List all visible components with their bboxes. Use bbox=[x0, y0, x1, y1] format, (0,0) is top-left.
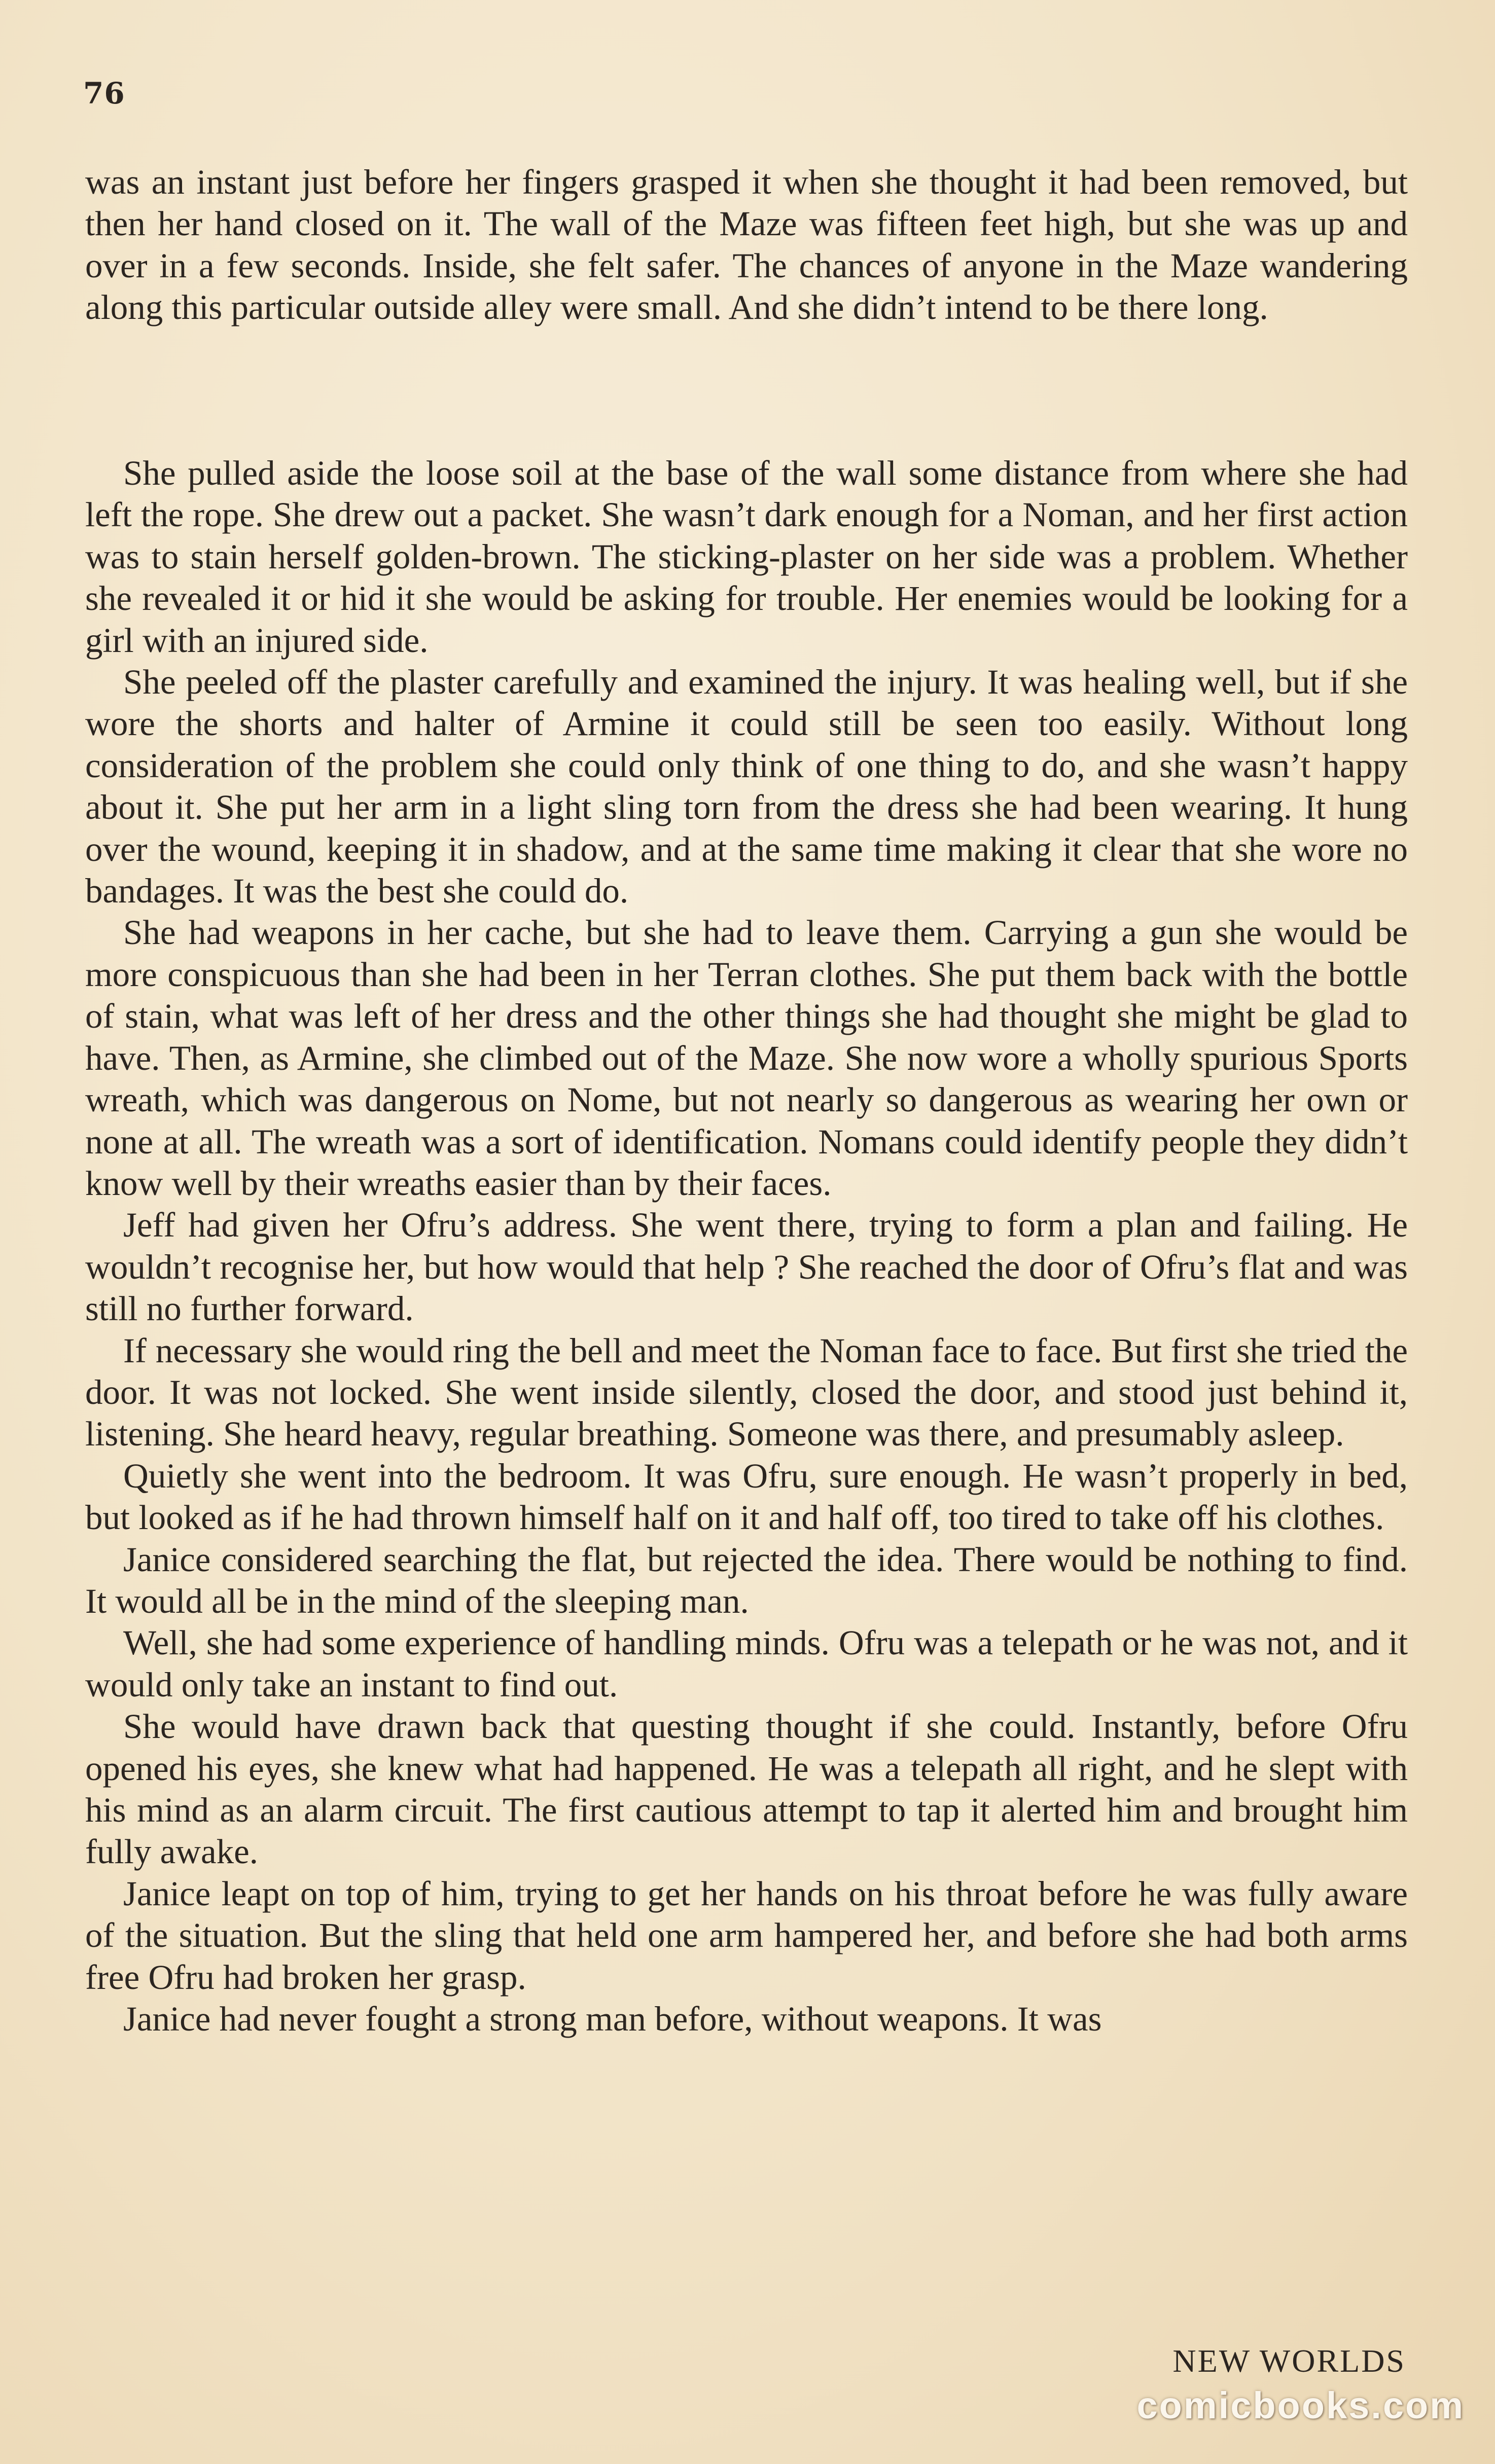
paragraph: She pulled aside the loose soil at the base of the wall some distance from where she had left the rope. She drew out a packet. She wasn’t dark enough for a Noman, and her first action was to stain herself golden-brown. The sticking-plaster on her side was a problem. Whether she revealed it or hid it she would be asking for trouble. Her enemies would be looking for a girl with an injured side. bbox=[85, 454, 1408, 660]
paragraph: She would have drawn back that questing thought if she could. Instantly, before Ofru opened his eyes, she knew what had happened. He was a telepath all right, and he slept with his mind as an alarm circuit. The first cautious attempt to tap it alerted him and brought him fully awake. bbox=[85, 1707, 1408, 1871]
paragraph: Janice leapt on top of him, trying to get her hands on his throat before he was fully aware of the situation. But the sling that held one arm hampered her, and before she had both arms free Ofru had broken her grasp. bbox=[85, 1874, 1408, 1997]
paragraph: She had weapons in her cache, but she had to leave them. Carrying a gun she would be more conspicuous than she had been in her Terran clothes. She put them back with the bottle of stain, what was left of her dress and the other things she had thought she might be glad to have. Then, as Armine, she climbed out of the Maze. She now wore a wholly spurious Sports wreath, which was dangerous on Nome, but not nearly so dangerous as wearing her own or none at all. The wreath was a sort of identification. Nomans could identify people they didn’t know well by their wreaths easier than by their faces. bbox=[85, 913, 1408, 1203]
magazine-title-footer: NEW WORLDS bbox=[1172, 2343, 1406, 2379]
paragraph: Jeff had given her Ofru’s address. She went there, trying to form a plan and failing. He wouldn’t recognise her, but how would that help ? She reached the door of Ofru’s flat and was still no further forward. bbox=[85, 1206, 1408, 1328]
paragraph: was an instant just before her fingers grasped it when she thought it had been removed, but then her hand closed on it. The wall of the Maze was fifteen feet high, but she was up and over in a few seconds. Inside, she felt safer. The chances of anyone in the Maze wandering along this particular outside alley were small. And she didn’t intend to be there long. bbox=[85, 163, 1408, 327]
paragraph: Well, she had some experience of handling minds. Ofru was a telepath or he was not, and it would only take an instant to find out. bbox=[85, 1623, 1408, 1704]
continued-text-block bbox=[85, 161, 1408, 329]
paragraph: Janice had never fought a strong man before, without weapons. It was bbox=[123, 2000, 1102, 2039]
watermark: comicbooks.com bbox=[1136, 2384, 1465, 2426]
paragraph: If necessary she would ring the bell and meet the Noman face to face. But first she tried the door. It was not locked. She went inside silently, closed the door, and stood just behind it, listening. She heard heavy, regular breathing. Someone was there, and presumably asleep. bbox=[85, 1331, 1408, 1454]
page-number: 76 bbox=[83, 76, 125, 111]
paragraph: Quietly she went into the bedroom. It was Ofru, sure enough. He wasn’t properly in bed, but looked as if he had thrown himself half on it and half off, too tired to take off his clothes. bbox=[85, 1456, 1408, 1537]
main-text-block bbox=[85, 452, 1408, 2040]
paragraph: Janice considered searching the flat, but rejected the idea. There would be nothing to find. It would all be in the mind of the sleeping man. bbox=[85, 1540, 1408, 1620]
paragraph: She peeled off the plaster carefully and examined the injury. It was healing well, but if she wore the shorts and halter of Armine it could still be seen too easily. Without long consideration of the problem she could only think of one thing to do, and she wasn’t happy about it. She put her arm in a light sling torn from the dress she had been wearing. It hung over the wound, keeping it in shadow, and at the same time making it clear that she wore no bandages. It was the best she could do. bbox=[85, 663, 1408, 911]
